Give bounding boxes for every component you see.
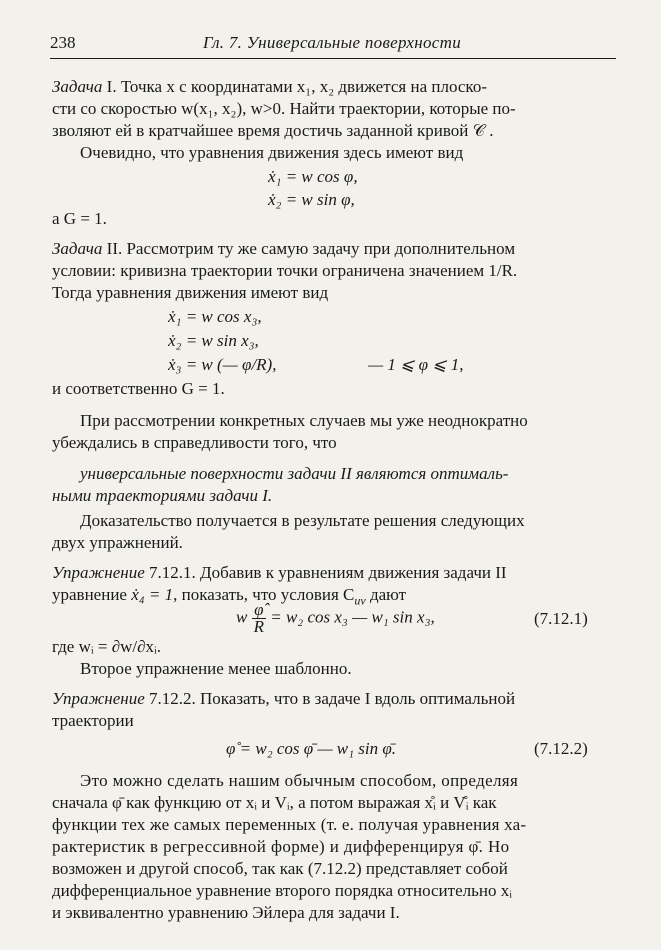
task1-g-line: а G = 1. [52, 209, 107, 228]
ex2-line2: траектории [52, 711, 134, 730]
final-line3: функции тех же самых переменных (т. е. получая уравнения ха- [52, 815, 527, 834]
claim-line1: универсальные поверхности задачи II являются оптималь- [80, 464, 509, 483]
page-number: 238 [50, 33, 76, 52]
ex2-equation: φ̊ = w₂ cos φ̄ — w₁ sin φ̄. [226, 739, 397, 758]
task1-equation-2: ẋ₂ = w sin φ, [268, 190, 355, 209]
ex2-equation-number: (7.12.2) [534, 739, 588, 758]
ex1-fraction: $\frac{\varphî}{R}$ [253, 600, 264, 636]
task1-line1: Задача I. Точка x с координатами x₁, x₂ движется на плоско- [52, 77, 487, 96]
para2-line2: двух упражнений. [52, 533, 183, 552]
task2-line3: Тогда уравнения движения имеют вид [52, 283, 329, 302]
task1-line4: Очевидно, что уравнения движения здесь имеют вид [80, 143, 464, 162]
ex1-line2: уравнение ẋ₄ = 1, показать, что условия $C_{uv}$ дают [52, 585, 407, 608]
task2-equation-3-condition: — 1 ⩽ φ ⩽ 1, [368, 355, 464, 374]
claim-line2: ными траекториями задачи I. [52, 486, 273, 505]
final-line1: Это можно сделать нашим обычным способом, определяя [80, 771, 519, 790]
task2-equation-3: ẋ₃ = w (— φ/R), [168, 355, 277, 374]
header-rule [50, 58, 616, 59]
task1-line3: зволяют ей в кратчайшее время достичь заданной кривой 𝒞 . [52, 121, 494, 140]
ex2-line1: Упражнение 7.12.2. Показать, что в задаче I вдоль оптимальной [52, 689, 516, 708]
final-line5: возможен и другой способ, так как (7.12.2) представляет собой [52, 859, 508, 878]
ex2-label: Упражнение [52, 689, 145, 708]
ex1-where-line: где wᵢ = ∂w/∂xᵢ. [52, 637, 162, 656]
final-line2: сначала φ̄ как функцию от xᵢ и Vᵢ, а потом выражая x̊ᵢ и V̊ᵢ как [52, 793, 497, 812]
task2-label: Задача [52, 239, 103, 258]
ex1-equation-number: (7.12.1) [534, 609, 588, 628]
final-line6: дифференциальное уравнение второго порядка относительно xᵢ [52, 881, 512, 900]
para1-line1: При рассмотрении конкретных случаев мы уже неоднократно [80, 411, 528, 430]
ex1-equation: w $\frac{\varphî}{R}$ = w₂ cos x₃ — w₁ sin x₃, [236, 600, 435, 636]
task1-line2: сти со скоростью w(x₁, x₂), w>0. Найти траектории, которые по- [52, 99, 516, 118]
ex1-second-line: Второе упражнение менее шаблонно. [80, 659, 352, 678]
para2-line1: Доказательство получается в результате решения следующих [80, 511, 525, 530]
task1-equation-1: ẋ₁ = w cos φ, [268, 167, 358, 186]
final-line7: и эквивалентно уравнению Эйлера для задачи I. [52, 903, 400, 922]
para1-line2: убеждались в справедливости того, что [52, 433, 337, 452]
task1-label: Задача [52, 77, 103, 96]
task2-line2: условии: кривизна траектории точки ограничена значением 1/R. [52, 261, 518, 280]
final-line4: рактеристик в регрессивной форме) и дифференцируя φ̄. Но [52, 837, 510, 856]
ex1-line1: Упражнение 7.12.1. Добавив к уравнениям движения задачи II [52, 563, 507, 582]
task2-g-line: и соответственно G = 1. [52, 379, 225, 398]
task2-equation-1: ẋ₁ = w cos x₃, [168, 307, 262, 326]
task2-line1: Задача II. Рассмотрим ту же самую задачу при дополнительном [52, 239, 516, 258]
ex1-label: Упражнение [52, 563, 145, 582]
running-title: Гл. 7. Универсальные поверхности [203, 33, 462, 52]
task2-equation-2: ẋ₂ = w sin x₃, [168, 331, 259, 350]
